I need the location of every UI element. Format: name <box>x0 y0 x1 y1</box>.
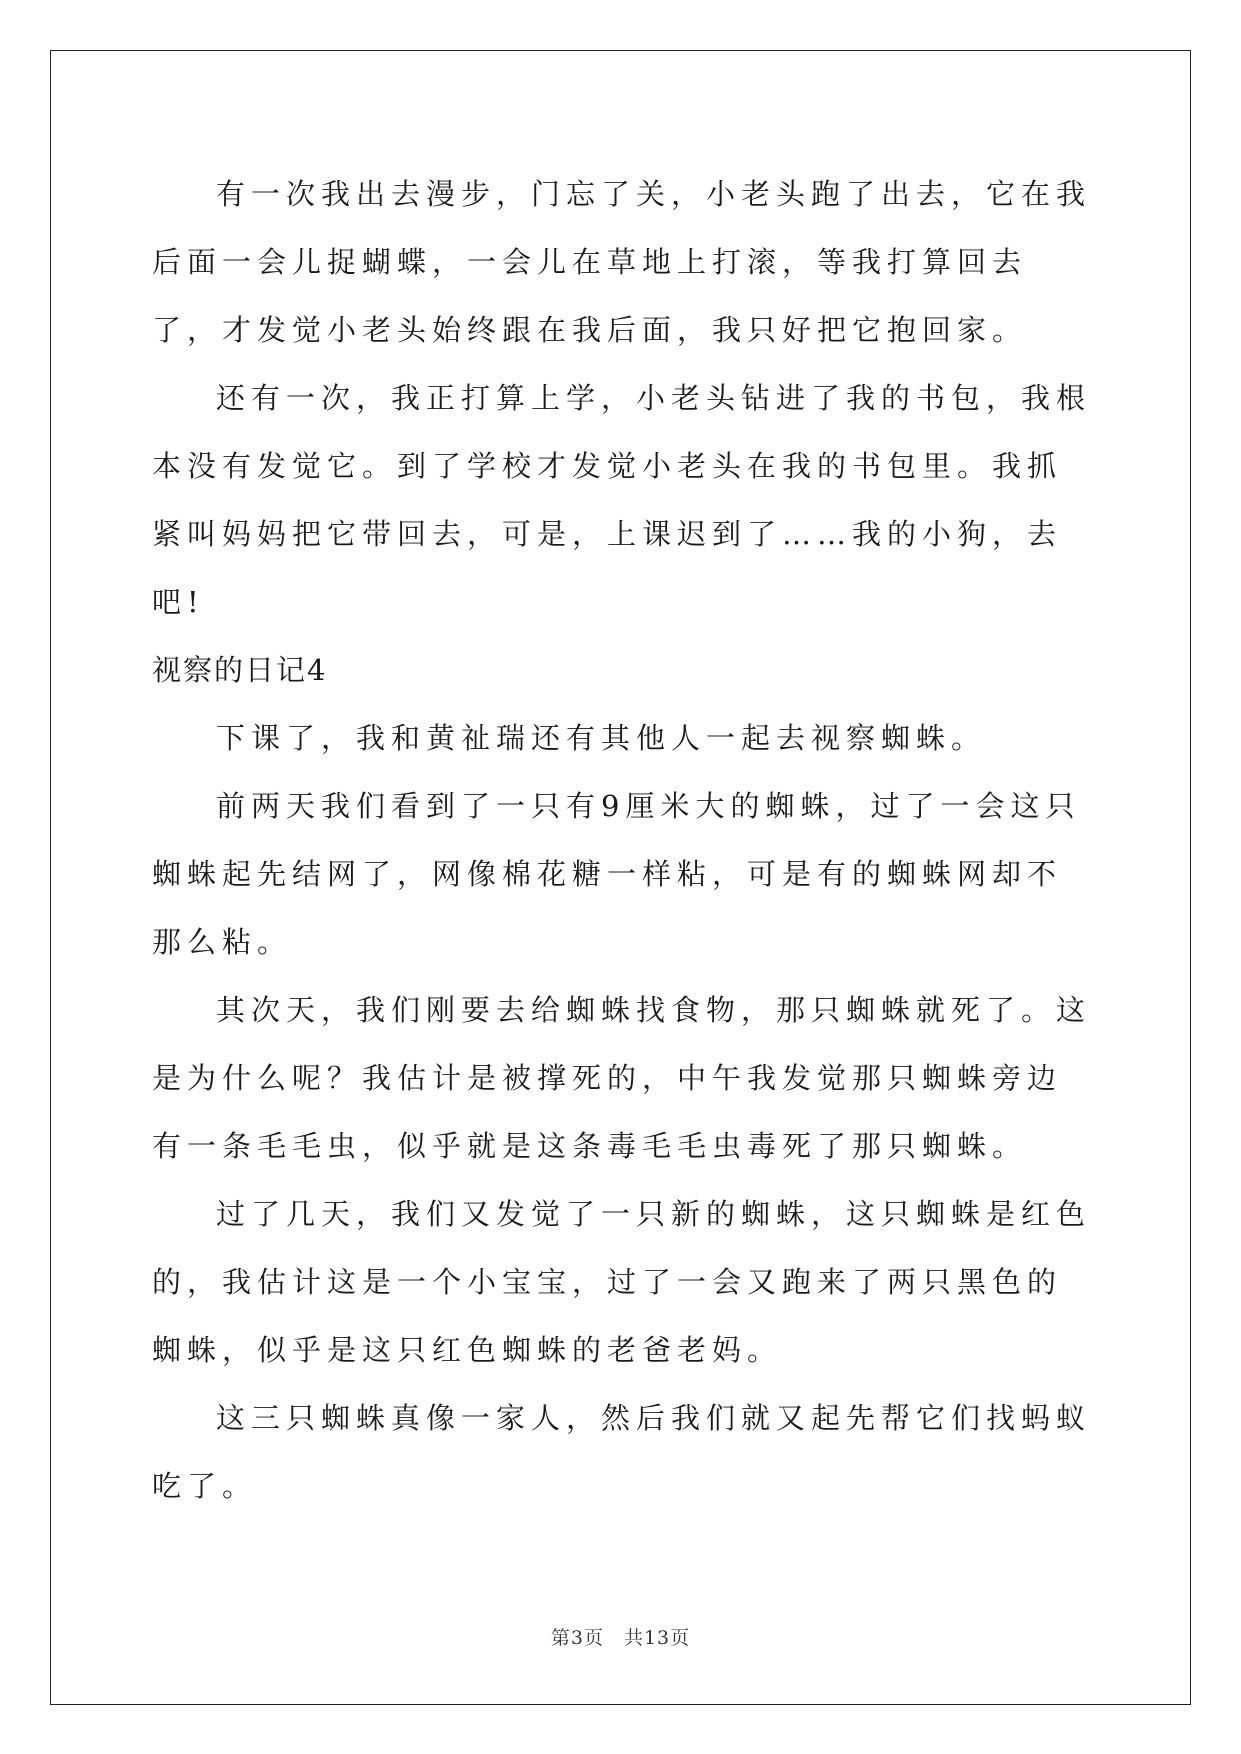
section-heading: 视察的日记4 <box>152 653 328 687</box>
paragraph-spider-family: 这三只蜘蛛真像一家人，然后我们就又起先帮它们找蚂蚁吃了。 <box>152 1401 1092 1503</box>
document-body <box>152 160 1092 1520</box>
paragraph-walk: 有一次我出去漫步，门忘了关，小老头跑了出去，它在我后面一会儿捉蝴蝶，一会儿在草地上打滚，等我打算回去了，才发觉小老头始终跟在我后面，我只好把它抱回家。 <box>152 177 1092 347</box>
paragraph-spider-died: 其次天，我们刚要去给蜘蛛找食物，那只蜘蛛就死了。这是为什么呢？我估计是被撑死的，中午我发觉那只蜘蛛旁边有一条毛毛虫，似乎就是这条毒毛毛虫毒死了那只蜘蛛。 <box>152 993 1092 1163</box>
paragraph-after-class: 下课了，我和黄祉瑞还有其他人一起去视察蜘蛛。 <box>216 721 987 755</box>
page-number: 第3页 共13页 <box>550 1627 691 1649</box>
paragraph-schoolbag: 还有一次，我正打算上学，小老头钻进了我的书包，我根本没有发觉它。到了学校才发觉小老头在我的书包里。我抓紧叫妈妈把它带回去，可是，上课迟到了……我的小狗，去吧! <box>152 381 1092 619</box>
paragraph-red-spider: 过了几天，我们又发觉了一只新的蜘蛛，这只蜘蛛是红色的，我估计这是一个小宝宝，过了一会又跑来了两只黑色的蜘蛛，似乎是这只红色蜘蛛的老爸老妈。 <box>152 1197 1092 1367</box>
paragraph-spider-web: 前两天我们看到了一只有9厘米大的蜘蛛，过了一会这只蜘蛛起先结网了，网像棉花糖一样粘，可是有的蜘蛛网却不那么粘。 <box>152 789 1081 959</box>
